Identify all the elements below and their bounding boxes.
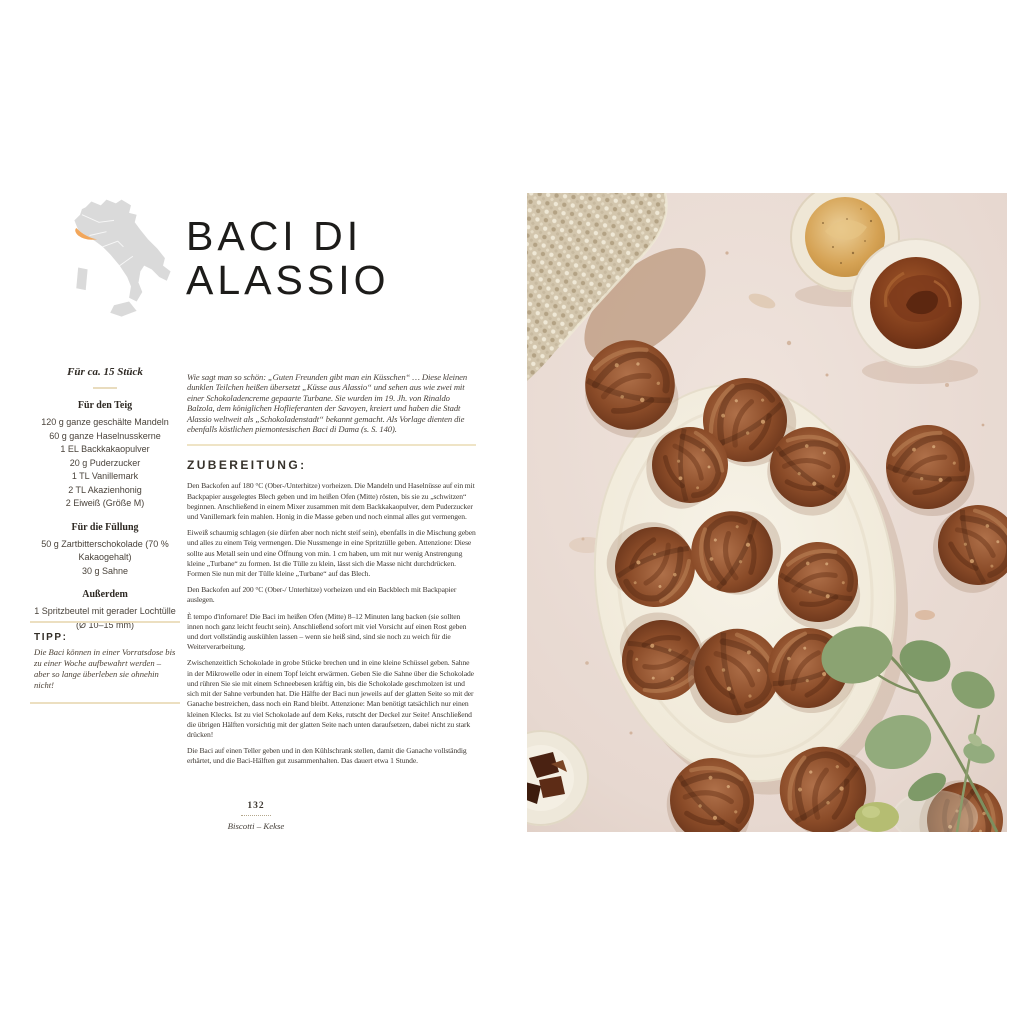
method-paragraph: Zwischenzeitlich Schokolade in grobe Stücke brechen und in eine kleine Schüssel geben. Sahne in der Mikrowelle oder in einem Topf leicht erwärmen. Geben Sie die Sahne über die Schokolade und rühren Sie sie mit einem Schneebesen kräftig ein, bis die Schokolade geschmolzen ist und sich mit der Sahne verbunden hat. Die Hälfte der Baci nun jeweils auf der glatten Seite so mit der Ganache bestreichen, dass noch ein Rand bleibt. Attenzione: Man benötigt tatsächlich nur einen kleinen Klecks. Ist zu viel Schokolade auf dem Keks, rutscht der Deckel zur Seite! Anschließend die übrigen Hälften vorsichtig mit der glatten Seite nach unten daraufsetzen, dabei nicht zu stark drücken!	[187, 658, 474, 739]
section-divider	[187, 444, 476, 446]
tip-text: Die Baci können in einer Vorratsdose bis zu einer Woche aufbewahrt werden – aber so lange überleben sie ohnehin nicht!	[34, 647, 176, 690]
ingredient-item: 120 g ganze geschälte Mandeln	[41, 417, 169, 427]
recipe-body	[187, 372, 476, 773]
ingredient-item: 1 Spritzbeutel mit gerader Lochtülle (Ø 10–15 mm)	[34, 606, 176, 630]
ingredient-section-heading: Außerdem	[82, 589, 128, 600]
ingredient-item: 1 TL Vanillemark	[71, 471, 139, 481]
yield-label: Für ca. 15 Stück	[67, 366, 143, 378]
ingredient-section-heading: Für den Teig	[77, 400, 133, 411]
italy-map-icon	[56, 194, 172, 326]
italy-silhouette	[74, 200, 170, 302]
recipe-title-line2: ALASSIO	[186, 257, 390, 304]
recipe-title-line1: BACI DI	[186, 213, 363, 259]
page-footer	[128, 801, 384, 831]
sardinia-silhouette	[76, 268, 87, 291]
page-number: 132	[247, 801, 265, 811]
method-paragraph: È tempo d'infornare! Die Baci im heißen Ofen (Mitte) 8–12 Minuten lang backen (sie sollten innen noch ganz leicht feucht sein). Anschließend sofort mit viel Vorsicht auf einen Rost geben und dort vollständig auskühlen lassen – wenn sie heiß sind, sind sie noch zu weich für die Weiterverarbeitung.	[187, 611, 467, 652]
yield-divider	[93, 387, 117, 389]
intro-paragraph: Wie sagt man so schön: „Guten Freunden gibt man ein Küsschen“ … Diese kleinen dunklen Teilchen heißen übersetzt „Küsse aus Alassio“ und sehen aus wie zwei mit einer Schokoladencreme gepaarte Turbane. Sie wurden im 19. Jh. von Rinaldo Balzola, dem königlichen Hoflieferanten der Savoyen, kreiert und haben die Stadt Alassio weltweit als „Schokoladenstadt“ bekannt gemacht. Als Vorlage dienten die ebenfalls köstlichen piemontesischen Baci di Dama (s. S. 140).	[187, 372, 468, 435]
recipe-photo	[527, 193, 1007, 832]
photo-illustration	[527, 193, 1007, 832]
ingredient-item: 2 TL Akazienhonig	[68, 484, 142, 495]
recipe-title	[186, 214, 486, 303]
footer-divider	[241, 815, 271, 816]
method-paragraph: Eiweiß schaumig schlagen (sie dürfen aber noch nicht steif sein), ebenfalls in die Mischung geben und alles zu einem Teig vermengen. Die Nussmenge in eine Spritztülle geben. Attenzione: Diese sollte aus Metall sein und eine Öffnung von min. 1 cm haben, um mit nur wenig Anstrengung kleine „Turbane“ zu formen. Ist die Tülle zu klein, lässt sich die Masse nicht durchdrücken. Formen Sie nun mit der Tülle kleine „Turbane“ auf das Blech.	[187, 528, 476, 579]
sicily-silhouette	[110, 301, 136, 316]
ingredient-item: 50 g Zartbitterschokolade (70 % Kakaogehalt)	[41, 538, 169, 562]
method-heading: ZUBEREITUNG:	[187, 458, 307, 473]
ingredient-item: 60 g ganze Haselnusskerne	[49, 430, 161, 441]
method-paragraph: Den Backofen auf 180 °C (Ober-/Unterhitze) vorheizen. Die Mandeln und Haselnüsse auf ein mit Backpapier ausgelegtes Blech geben und im heißen Ofen (Mitte) rösten, bis sie zu „schwitzen“ beginnen. Anschließend in einem Mixer zusammen mit dem Backkakaopulver, dem Puderzucker und Vanillemark fein mahlen. Honig in die Masse geben und noch einmal alles gut vermengen.	[187, 481, 475, 522]
ingredients-panel	[30, 366, 180, 632]
method-paragraph: Die Baci auf einen Teller geben und in den Kühlschrank stellen, damit die Ganache vollständig erhärtet, und die Baci-Hälften gut zusammenhalten. Das dauert etwa 1 Stunde.	[187, 746, 467, 766]
ingredient-item: 2 Eiweiß (Größe M)	[65, 498, 145, 508]
tip-label: TIPP:	[34, 632, 68, 643]
ingredient-section-heading: Für die Füllung	[71, 521, 139, 533]
method-paragraph: Den Backofen auf 200 °C (Ober-/ Unterhitze) vorheizen und ein Backblech mit Backpapier auslegen.	[187, 585, 457, 605]
italy-map-svg	[56, 194, 172, 326]
chapter-label: Biscotti – Kekse	[227, 821, 285, 831]
ingredient-item: 30 g Sahne	[81, 565, 129, 576]
ingredient-item: 20 g Puderzucker	[69, 457, 141, 468]
ingredient-item: 1 EL Backkakaopulver	[60, 444, 150, 454]
tip-box	[30, 621, 180, 704]
